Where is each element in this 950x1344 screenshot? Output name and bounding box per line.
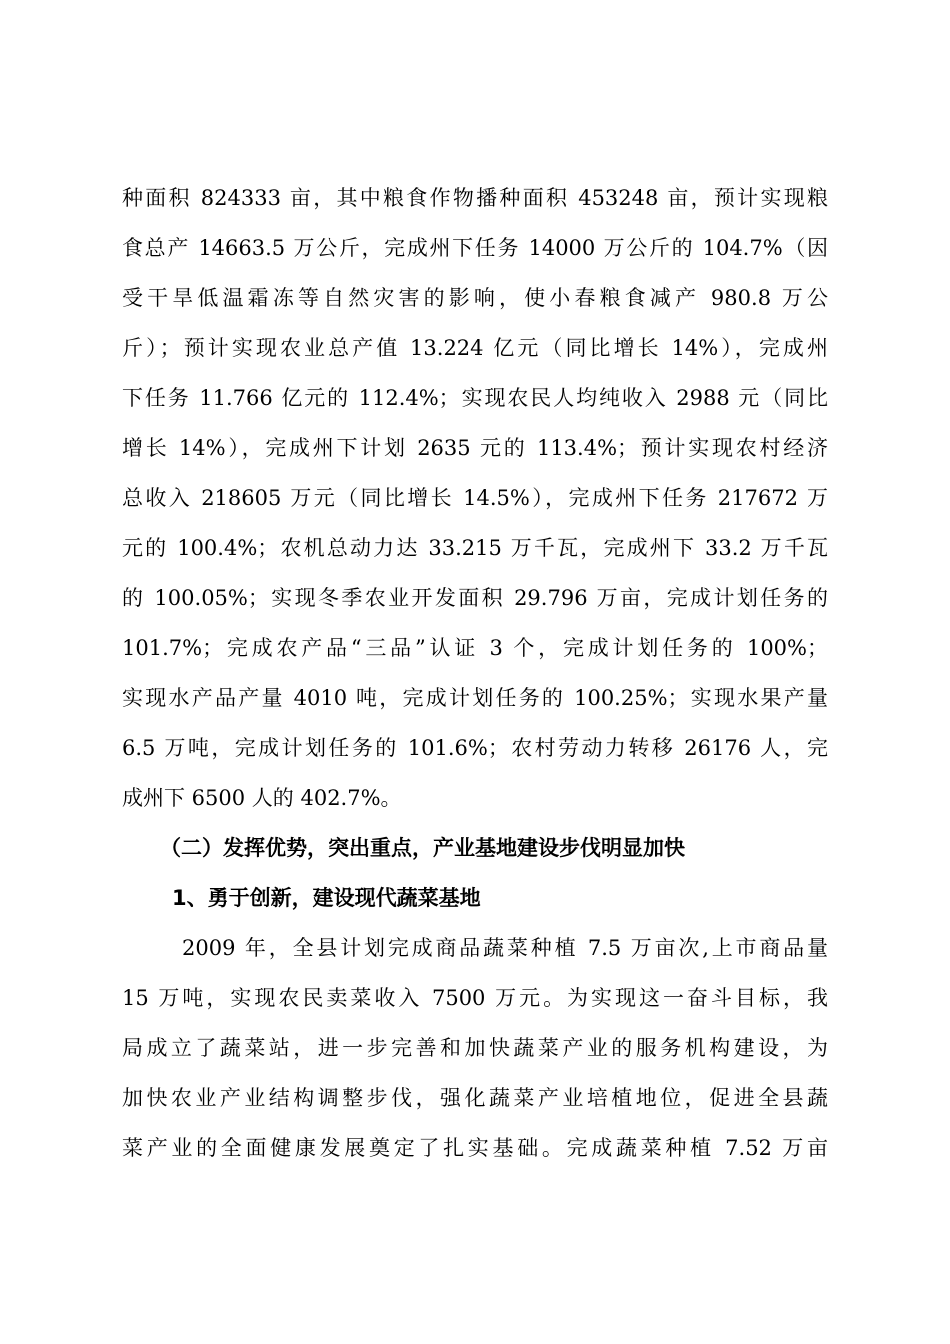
subsection-heading: 1、勇于创新，建设现代蔬菜基地 [172, 886, 481, 910]
paragraph-1-line-7: 总收入 218605 万元（同比增长 14.5%），完成州下任务 217672 万 [122, 486, 828, 510]
paragraph-1-line-12: 6.5 万吨，完成计划任务的 101.6%；农村劳动力转移 26176 人，完 [122, 736, 828, 760]
paragraph-1-line-3: 受干旱低温霜冻等自然灾害的影响，使小春粮食减产 980.8 万公 [122, 286, 828, 310]
paragraph-1-line-10: 101.7%；完成农产品“三品”认证 3 个，完成计划任务的 100%； [122, 636, 828, 660]
paragraph-2-line-5: 菜产业的全面健康发展奠定了扎实基础。完成蔬菜种植 7.52 万亩 [122, 1136, 828, 1160]
paragraph-1-line-1: 种面积 824333 亩，其中粮食作物播种面积 453248 亩，预计实现粮 [122, 186, 828, 210]
paragraph-1-line-5: 下任务 11.766 亿元的 112.4%；实现农民人均纯收入 2988 元（同比 [122, 386, 828, 410]
paragraph-2-line-2: 15 万吨，实现农民卖菜收入 7500 万元。为实现这一奋斗目标，我 [122, 986, 828, 1010]
paragraph-1-line-9: 的 100.05%；实现冬季农业开发面积 29.796 万亩，完成计划任务的 [122, 586, 828, 610]
section-heading: （二）发挥优势，突出重点，产业基地建设步伐明显加快 [160, 836, 685, 860]
paragraph-1-line-4: 斤）；预计实现农业总产值 13.224 亿元（同比增长 14%），完成州 [122, 336, 828, 360]
paragraph-1-line-8: 元的 100.4%；农机总动力达 33.215 万千瓦，完成州下 33.2 万千瓦 [122, 536, 828, 560]
paragraph-1-line-11: 实现水产品产量 4010 吨，完成计划任务的 100.25%；实现水果产量 [122, 686, 828, 710]
paragraph-1-line-2: 食总产 14663.5 万公斤，完成州下任务 14000 万公斤的 104.7%（因 [122, 236, 828, 260]
paragraph-1-line-13: 成州下 6500 人的 402.7%。 [122, 786, 402, 810]
paragraph-1-line-6: 增长 14%），完成州下计划 2635 元的 113.4%；预计实现农村经济 [122, 436, 828, 460]
paragraph-2-line-1: 2009 年，全县计划完成商品蔬菜种植 7.5 万亩次,上市商品量 [182, 936, 828, 960]
paragraph-2-line-3: 局成立了蔬菜站，进一步完善和加快蔬菜产业的服务机构建设，为 [122, 1036, 828, 1060]
paragraph-2-line-4: 加快农业产业结构调整步伐，强化蔬菜产业培植地位，促进全县蔬 [122, 1086, 828, 1110]
